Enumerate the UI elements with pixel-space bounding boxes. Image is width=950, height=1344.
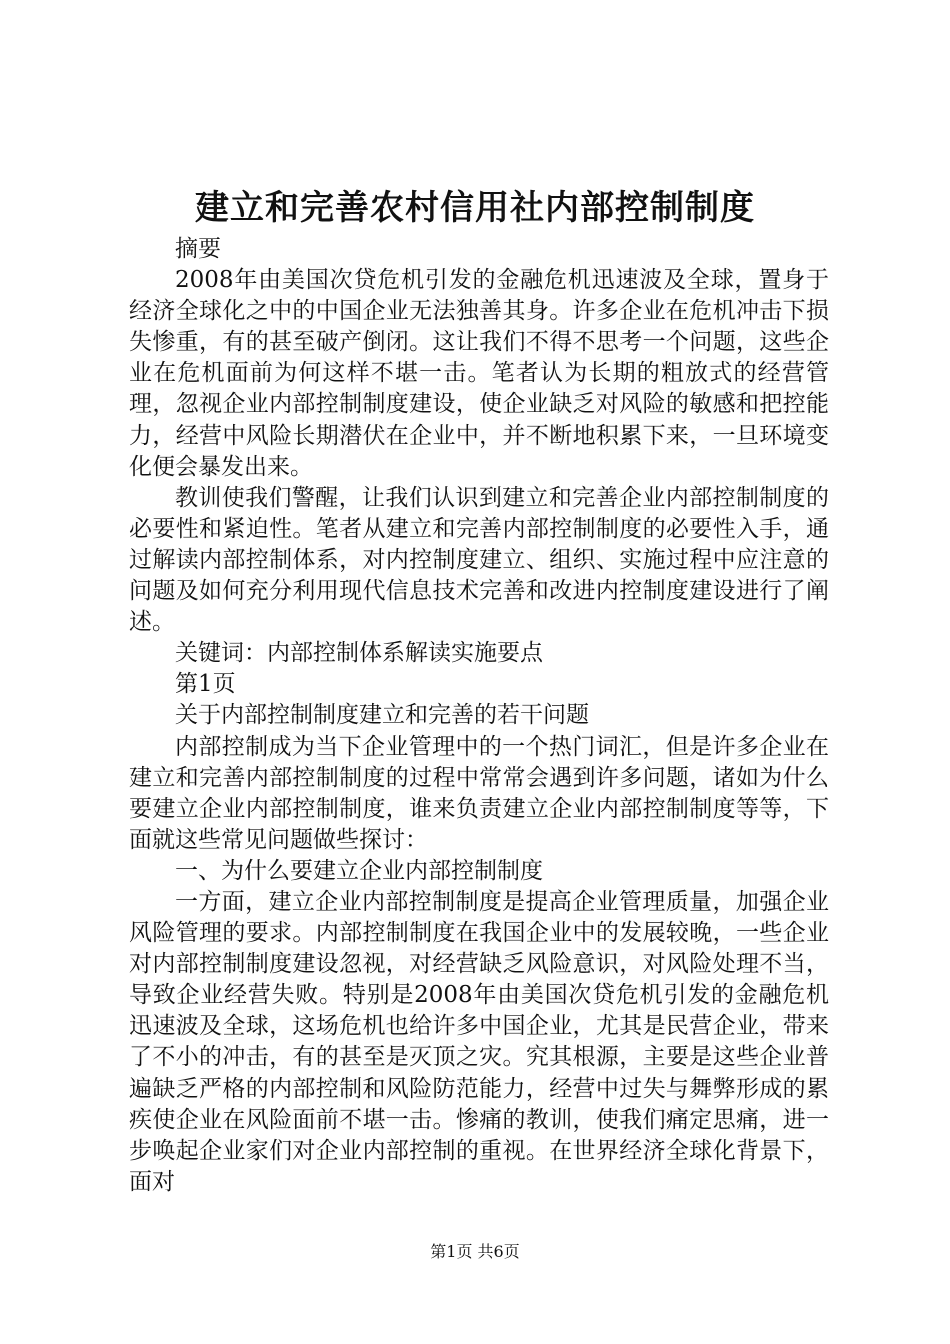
document-body <box>129 234 829 1198</box>
section-heading-1: 一、为什么要建立企业内部控制制度 <box>175 857 543 884</box>
section-title: 关于内部控制制度建立和完善的若干问题 <box>175 702 589 729</box>
keywords-line: 关键词：内部控制体系解读实施要点 <box>175 640 543 667</box>
page-footer: 第1页 共6页 <box>430 1242 520 1261</box>
document-title: 建立和完善农村信用社内部控制制度 <box>195 188 755 228</box>
abstract-heading: 摘要 <box>175 236 221 262</box>
abstract-paragraph-2: 教训使我们警醒，让我们认识到建立和完善企业内部控制制度的必要性和紧迫性。笔者从建立和完善内部控制制度的必要性入手，通过解读内部控制体系，对内控制度建立、组织、实施过程中应注意的问题及如何充分利用现代信息技术完善和改进内控制度建设进行了阐述。 <box>129 484 829 636</box>
body-paragraph: 一方面，建立企业内部控制制度是提高企业管理质量，加强企业风险管理的要求。内部控制制度在我国企业中的发展较晚，一些企业对内部控制制度建设忽视，对经营缺乏风险意识，对风险处理不当，导致企业经营失败。特别是2008年由美国次贷危机引发的金融危机迅速波及全球，这场危机也给许多中国企业，尤其是民营企业，带来了不小的冲击，有的甚至是灭顶之灾。究其根源，主要是这些企业普遍缺乏严格的内部控制和风险防范能力，经营中过失与舞弊形成的累疾使企业在风险面前不堪一击。惨痛的教训，使我们痛定思痛，进一步唤起企业家们对企业内部控制的重视。在世界经济全球化背景下，面对 <box>129 888 829 1195</box>
abstract-paragraph-1: 2008年由美国次贷危机引发的金融危机迅速波及全球，置身于经济全球化之中的中国企业无法独善其身。许多企业在危机冲击下损失惨重，有的甚至破产倒闭。这让我们不得不思考一个问题，这些企业在危机面前为何这样不堪一击。笔者认为长期的粗放式的经营管理，忽视企业内部控制制度建设，使企业缺乏对风险的敏感和把控能力，经营中风险长期潜伏在企业中，并不断地积累下来，一旦环境变化便会暴发出来。 <box>129 267 829 480</box>
intro-paragraph: 内部控制成为当下企业管理中的一个热门词汇，但是许多企业在建立和完善内部控制制度的过程中常常会遇到许多问题，诸如为什么要建立企业内部控制制度，谁来负责建立企业内部控制制度等等，下面就这些常见问题做些探讨： <box>129 733 829 853</box>
page-marker: 第1页 <box>175 671 236 698</box>
